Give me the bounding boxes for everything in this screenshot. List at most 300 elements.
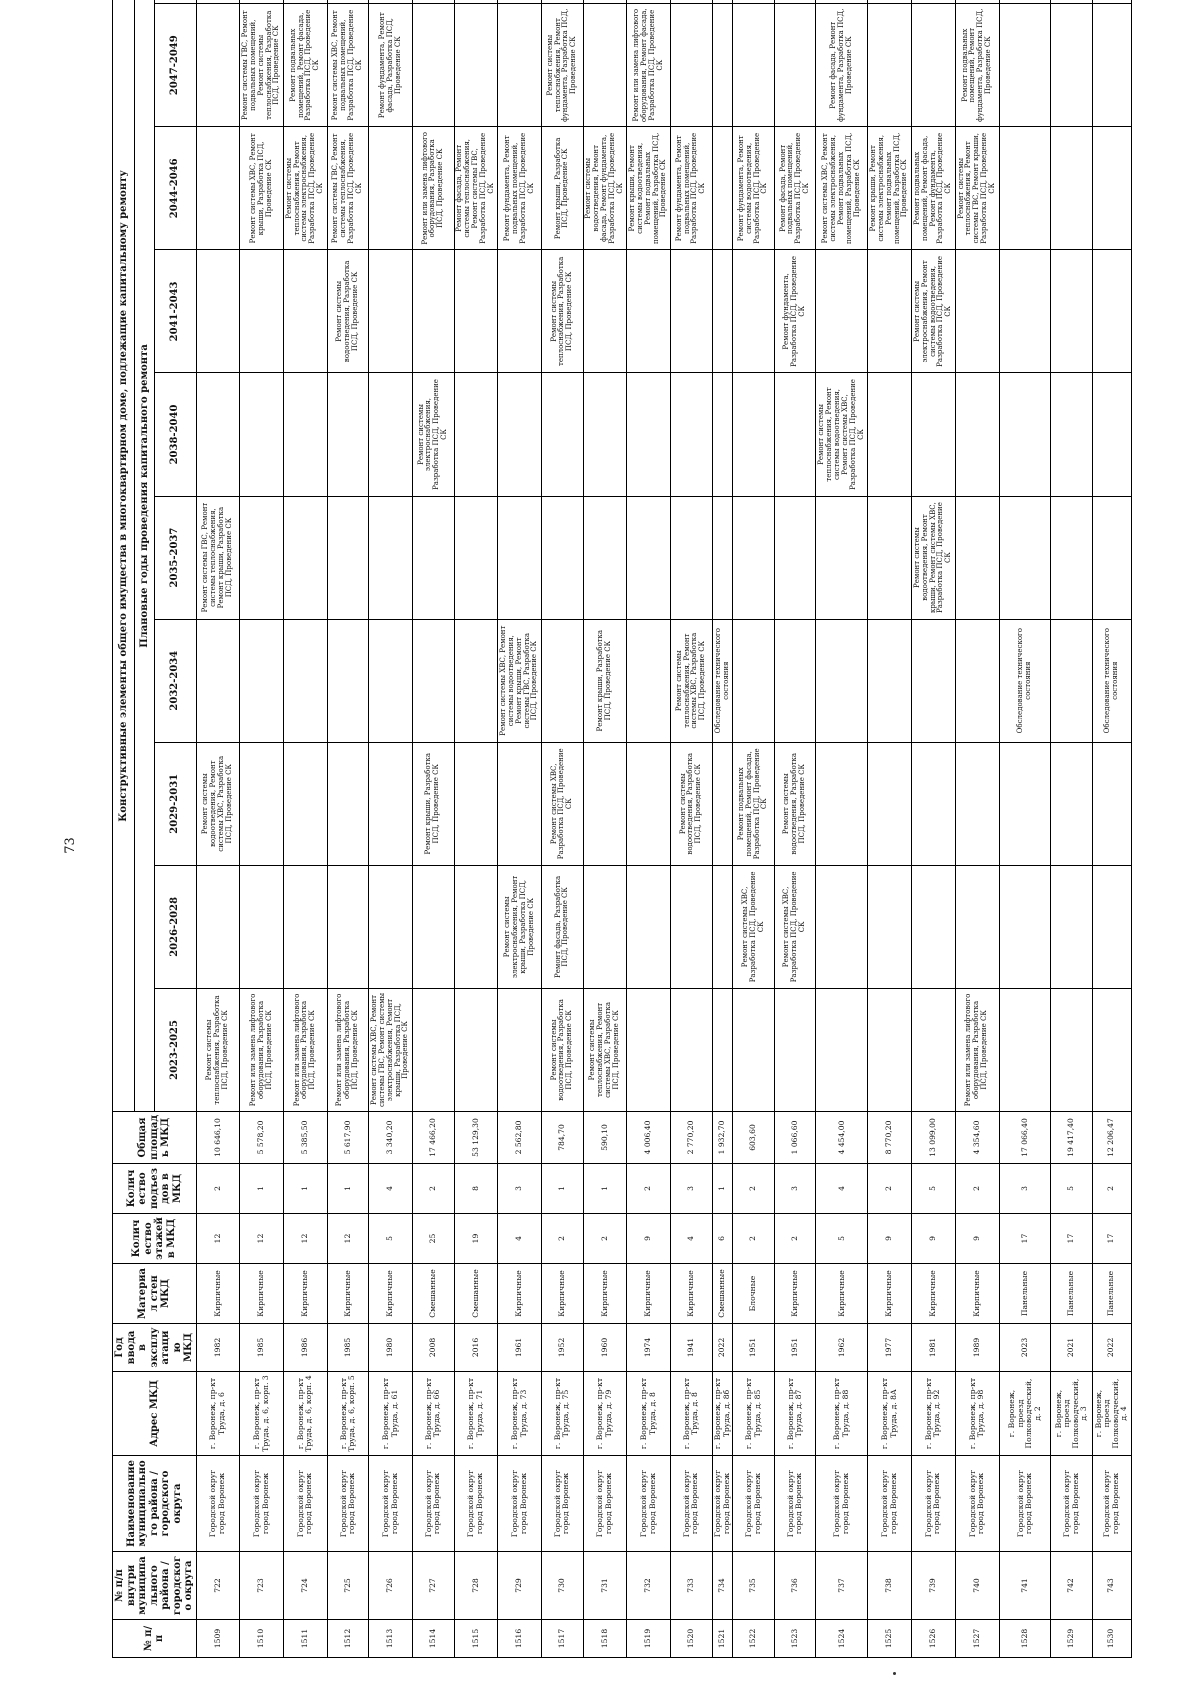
cell-planned-works: [196, 250, 240, 373]
cell-row-num: 1525: [868, 1620, 912, 1658]
cell-planned-works: [498, 988, 542, 1111]
cell-planned-works: Ремонт системы электроснабжения, Ремонт системы водоотведения, Разработка ПСД, Проведение СК: [912, 250, 956, 373]
table-row: [816, 0, 868, 1658]
cell-municipality: Городской округ город Воронеж: [868, 1456, 912, 1552]
cell-planned-works: [712, 373, 733, 496]
cell-planned-works: Ремонт системы водоотведения, Ремонт крыши, Ремонт системы ХВС, Разработка ПСД, Проведение СК: [912, 496, 956, 619]
header-internal-num: № п/п внутри муниципального района / городского округа: [113, 1552, 197, 1620]
header-year-built: Год ввода в эксплуатацию МКД: [113, 1324, 197, 1372]
cell-municipality: Городской округ город Воронеж: [912, 1456, 956, 1552]
cell-planned-works: Ремонт подвальных помещений, Ремонт фасада, Ремонт фундамента, Разработка ПСД, Проведение СК: [912, 127, 956, 250]
cell-row-num: 1529: [1051, 1620, 1093, 1658]
cell-internal-num: 724: [284, 1552, 328, 1620]
cell-planned-works: [196, 127, 240, 250]
table-row: [454, 0, 498, 1658]
cell-planned-works: Ремонт системы теплоснабжения, Ремонт системы ГВС, Ремонт крыши, Разработка ПСД, Проведение СК: [955, 127, 999, 250]
cell-planned-works: [284, 742, 328, 865]
cell-year-built: 2022: [712, 1324, 733, 1372]
cell-planned-works: [712, 742, 733, 865]
cell-entrances: 2: [868, 1164, 912, 1214]
table-row: [627, 0, 671, 1658]
cell-planned-works: [912, 988, 956, 1111]
header-floors: Количество этажей в МКД: [113, 1214, 197, 1264]
cell-area: 10 646,10: [196, 1112, 240, 1164]
cell-planned-works: [240, 250, 284, 373]
cell-planned-works: [369, 742, 413, 865]
cell-planned-works: [583, 0, 627, 4]
cell-floors: 12: [240, 1214, 284, 1264]
cell-planned-works: [999, 0, 1051, 4]
cell-planned-works: Ремонт системы ХВС, Ремонт системы водоотведения, Ремонт крыши, Ремонт системы ГВС, Разработка ПСД, Проведение СК: [498, 619, 542, 742]
cell-planned-works: [327, 373, 369, 496]
cell-planned-works: [454, 496, 498, 619]
table-row: [671, 0, 713, 1658]
cell-planned-works: Ремонт системы ГВС, Ремонт подвальных помещений, Ремонт системы теплоснабжения, Разработка ПСД, Проведение СК: [240, 4, 284, 127]
cell-planned-works: [733, 988, 775, 1111]
cell-area: 4 354,60: [955, 1112, 999, 1164]
cell-row-num: 1517: [542, 1620, 584, 1658]
cell-year-built: 2008: [413, 1324, 455, 1372]
cell-planned-works: Ремонт фасада, Разработка ПСД, Проведение СК: [542, 865, 584, 988]
cell-area: 3 340,20: [369, 1112, 413, 1164]
cell-planned-works: [284, 496, 328, 619]
cell-planned-works: [999, 865, 1051, 988]
cell-address: г. Воронеж, пр-кт Труда, д. 73: [498, 1372, 542, 1456]
cell-planned-works: Ремонт системы водоотведения, Разработка ПСД, Проведение СК: [774, 742, 816, 865]
cell-planned-works: [912, 0, 956, 4]
cell-planned-works: [1051, 127, 1093, 250]
header-municipality: Наименование муниципального района / городского округа: [113, 1456, 197, 1552]
cell-planned-works: [1051, 250, 1093, 373]
cell-planned-works: [327, 619, 369, 742]
cell-planned-works: [240, 619, 284, 742]
cell-year-built: 1941: [671, 1324, 713, 1372]
cell-address: г. Воронеж, пр-кт Труда, д. 8: [671, 1372, 713, 1456]
cell-entrances: 2: [413, 1164, 455, 1214]
cell-planned-works: [999, 742, 1051, 865]
cell-planned-works: Ремонт крыши, Ремонт системы водоотведения, Ремонт подвальных помещений, Разработка ПСД, Проведение СК: [627, 127, 671, 250]
cell-internal-num: 730: [542, 1552, 584, 1620]
cell-internal-num: 725: [327, 1552, 369, 1620]
cell-planned-works: [816, 250, 868, 373]
cell-planned-works: [816, 496, 868, 619]
cell-internal-num: 722: [196, 1552, 240, 1620]
cell-planned-works: Ремонт фундамента, Ремонт системы водоотведения, Разработка ПСД, Проведение СК: [733, 127, 775, 250]
cell-planned-works: [454, 988, 498, 1111]
cell-planned-works: [369, 496, 413, 619]
cell-area: 8 770,20: [868, 1112, 912, 1164]
rotated-table-content: [112, 8, 1129, 1658]
cell-municipality: Городской округ город Воронеж: [1092, 1456, 1131, 1552]
cell-planned-works: [774, 4, 816, 127]
cell-planned-works: [955, 742, 999, 865]
cell-municipality: Городской округ город Воронеж: [284, 1456, 328, 1552]
cell-planned-works: [369, 619, 413, 742]
cell-floors: 9: [955, 1214, 999, 1264]
cell-planned-works: [868, 250, 912, 373]
cell-area: 17 066,40: [999, 1112, 1051, 1164]
cell-municipality: Городской округ город Воронеж: [454, 1456, 498, 1552]
cell-municipality: Городской округ город Воронеж: [816, 1456, 868, 1552]
cell-planned-works: [583, 742, 627, 865]
cell-planned-works: [583, 250, 627, 373]
cell-planned-works: [1092, 865, 1131, 988]
cell-planned-works: [912, 865, 956, 988]
cell-entrances: 2: [733, 1164, 775, 1214]
cell-wall-material: Блочные: [733, 1264, 775, 1324]
cell-planned-works: [712, 250, 733, 373]
cell-row-num: 1518: [583, 1620, 627, 1658]
cell-planned-works: [733, 4, 775, 127]
cell-year-built: 2021: [1051, 1324, 1093, 1372]
cell-row-num: 1520: [671, 1620, 713, 1658]
cell-planned-works: [999, 496, 1051, 619]
cell-planned-works: [454, 4, 498, 127]
cell-planned-works: Ремонт системы ГВС, Ремонт системы теплоснабжения, Разработка ПСД, Проведение СК: [327, 127, 369, 250]
cell-address: г. Воронеж, пр-кт Труда, д. 85: [733, 1372, 775, 1456]
cell-year-built: 2022: [1092, 1324, 1131, 1372]
page-number: 73: [62, 837, 78, 854]
cell-planned-works: Ремонт фасада, Ремонт подвальных помещений, Разработка ПСД, Проведение СК: [774, 127, 816, 250]
cell-planned-works: [627, 988, 671, 1111]
cell-floors: 17: [999, 1214, 1051, 1264]
cell-planned-works: [1051, 742, 1093, 865]
cell-municipality: Городской округ город Воронеж: [583, 1456, 627, 1552]
cell-row-num: 1515: [454, 1620, 498, 1658]
cell-planned-works: Ремонт крыши, Разработка ПСД, Проведение СК: [413, 742, 455, 865]
cell-planned-works: Ремонт системы ГВС, Ремонт системы теплоснабжения, Ремонт крыши, Разработка ПСД, Проведение СК: [196, 496, 240, 619]
cell-planned-works: [1051, 619, 1093, 742]
cell-floors: 4: [498, 1214, 542, 1264]
cell-internal-num: 733: [671, 1552, 713, 1620]
cell-wall-material: Кирпичные: [955, 1264, 999, 1324]
cell-address: г. Воронеж, пр-кт Труда, д. 6, корп. 3: [240, 1372, 284, 1456]
table-row: [542, 0, 584, 1658]
cell-planned-works: Ремонт крыши, Ремонт системы электроснабжения, Ремонт подвальных помещений, Разработка ПСД, Проведение СК: [868, 127, 912, 250]
cell-planned-works: [1092, 250, 1131, 373]
cell-year-built: 1982: [196, 1324, 240, 1372]
cell-planned-works: [413, 250, 455, 373]
cell-internal-num: 729: [498, 1552, 542, 1620]
cell-planned-works: [284, 0, 328, 4]
header-period: 2047-2049: [154, 4, 196, 127]
cell-row-num: 1512: [327, 1620, 369, 1658]
cell-wall-material: Кирпичные: [196, 1264, 240, 1324]
cell-entrances: 1: [327, 1164, 369, 1214]
table-row: [284, 0, 328, 1658]
cell-area: 1 932,70: [712, 1112, 733, 1164]
cell-planned-works: [498, 742, 542, 865]
cell-planned-works: [196, 4, 240, 127]
cell-planned-works: [774, 619, 816, 742]
cell-area: 603,60: [733, 1112, 775, 1164]
cell-wall-material: Кирпичные: [498, 1264, 542, 1324]
cell-planned-works: [542, 496, 584, 619]
cell-wall-material: Кирпичные: [816, 1264, 868, 1324]
cell-planned-works: [284, 250, 328, 373]
cell-planned-works: [733, 0, 775, 4]
table-row: [498, 0, 542, 1658]
cell-municipality: Городской округ город Воронеж: [240, 1456, 284, 1552]
cell-planned-works: [999, 250, 1051, 373]
cell-planned-works: Ремонт системы водоотведения, Разработка ПСД, Проведение СК: [327, 250, 369, 373]
cell-wall-material: Смешанные: [712, 1264, 733, 1324]
cell-planned-works: [816, 742, 868, 865]
table-row: [868, 0, 912, 1658]
cell-floors: 5: [816, 1214, 868, 1264]
cell-planned-works: Ремонт крыши, Разработка ПСД, Проведение СК: [542, 127, 584, 250]
cell-planned-works: [1092, 742, 1131, 865]
cell-internal-num: 726: [369, 1552, 413, 1620]
cell-area: 12 206,47: [1092, 1112, 1131, 1164]
cell-wall-material: Кирпичные: [627, 1264, 671, 1324]
cell-entrances: 1: [284, 1164, 328, 1214]
cell-entrances: 2: [627, 1164, 671, 1214]
cell-address: г. Воронеж, пр-кт Труда, д. 66: [413, 1372, 455, 1456]
cell-planned-works: Ремонт системы водоотведения, Ремонт системы ХВС, Разработка ПСД, Проведение СК: [196, 742, 240, 865]
cell-planned-works: [240, 373, 284, 496]
cell-entrances: 3: [999, 1164, 1051, 1214]
header-period: 2026-2028: [154, 865, 196, 988]
cell-internal-num: 735: [733, 1552, 775, 1620]
cell-planned-works: Ремонт системы ХВС, Разработка ПСД, Проведение СК: [733, 865, 775, 988]
cell-planned-works: [369, 373, 413, 496]
cell-planned-works: [627, 373, 671, 496]
cell-year-built: 1981: [912, 1324, 956, 1372]
cell-internal-num: 727: [413, 1552, 455, 1620]
cell-planned-works: Ремонт системы ХВС, Ремонт системы ГВС, Ремонт системы электроснабжения, Ремонт крыши, Разработка ПСД, Проведение СК: [369, 988, 413, 1111]
cell-planned-works: Обследование технического состояния: [999, 619, 1051, 742]
cell-floors: 9: [912, 1214, 956, 1264]
cell-planned-works: [999, 373, 1051, 496]
cell-planned-works: [671, 250, 713, 373]
cell-municipality: Городской округ город Воронеж: [774, 1456, 816, 1552]
cell-planned-works: [733, 619, 775, 742]
cell-planned-works: [712, 865, 733, 988]
header-address: Адрес МКД: [113, 1372, 197, 1456]
cell-planned-works: Ремонт подвальных помещений, Ремонт фундамента, Разработка ПСД, Проведение СК: [955, 4, 999, 127]
cell-entrances: 4: [816, 1164, 868, 1214]
cell-planned-works: [284, 619, 328, 742]
cell-entrances: 2: [955, 1164, 999, 1214]
cell-year-built: 2023: [999, 1324, 1051, 1372]
cell-floors: 6: [712, 1214, 733, 1264]
cell-planned-works: Ремонт системы водоотведения, Разработка ПСД, Проведение СК: [542, 988, 584, 1111]
cell-planned-works: [413, 865, 455, 988]
cell-address: г. Воронеж, пр-кт Труда, д. 8б: [712, 1372, 733, 1456]
cell-entrances: 2: [196, 1164, 240, 1214]
cell-address: г. Воронеж, пр-кт Труда, д. 8А: [868, 1372, 912, 1456]
cell-row-num: 1524: [816, 1620, 868, 1658]
cell-planned-works: Ремонт фасада, Ремонт системы теплоснабжения, Ремонт системы ГВС, Разработка ПСД, Проведение СК: [454, 127, 498, 250]
header-period: 2032-2034: [154, 619, 196, 742]
cell-address: г. Воронеж, пр-кт Труда, д. 71: [454, 1372, 498, 1456]
cell-planned-works: Ремонт крыши, Разработка ПСД, Проведение СК: [583, 619, 627, 742]
cell-planned-works: [955, 373, 999, 496]
cell-row-num: 1513: [369, 1620, 413, 1658]
table-row: [196, 0, 240, 1658]
cell-year-built: 2016: [454, 1324, 498, 1372]
cell-planned-works: [912, 742, 956, 865]
cell-planned-works: [369, 865, 413, 988]
cell-address: г. Воронеж, пр-кт Труда, д. 75: [542, 1372, 584, 1456]
cell-planned-works: [369, 127, 413, 250]
cell-entrances: 1: [583, 1164, 627, 1214]
cell-address: г. Воронеж, пр-кт Труда, д. 6, корп. 4: [284, 1372, 328, 1456]
cell-entrances: 4: [369, 1164, 413, 1214]
cell-planned-works: [284, 865, 328, 988]
cell-area: 5 578,20: [240, 1112, 284, 1164]
cell-planned-works: [816, 619, 868, 742]
cell-planned-works: [498, 0, 542, 4]
cell-floors: 12: [327, 1214, 369, 1264]
cell-planned-works: Ремонт системы электроснабжения, Ремонт крыши, Разработка ПСД, Проведение СК: [498, 865, 542, 988]
table-row: [1051, 0, 1093, 1658]
cell-year-built: 1986: [284, 1324, 328, 1372]
cell-planned-works: [196, 865, 240, 988]
cell-wall-material: Панельные: [1092, 1264, 1131, 1324]
cell-internal-num: 739: [912, 1552, 956, 1620]
cell-municipality: Городской округ город Воронеж: [712, 1456, 733, 1552]
cell-planned-works: [327, 742, 369, 865]
cell-planned-works: [583, 865, 627, 988]
cell-planned-works: [868, 4, 912, 127]
cell-planned-works: Ремонт подвальных помещений, Ремонт фасада, Разработка ПСД, Проведение СК: [284, 4, 328, 127]
cell-municipality: Городской округ город Воронеж: [196, 1456, 240, 1552]
cell-area: 53 129,30: [454, 1112, 498, 1164]
table-head: [113, 0, 197, 1658]
cell-planned-works: Ремонт фундамента, Ремонт подвальных помещений, Разработка ПСД, Проведение СК: [498, 127, 542, 250]
cell-floors: 2: [583, 1214, 627, 1264]
cell-year-built: 1961: [498, 1324, 542, 1372]
cell-planned-works: [627, 742, 671, 865]
cell-planned-works: [868, 988, 912, 1111]
cell-planned-works: [498, 4, 542, 127]
table-row: [733, 0, 775, 1658]
cell-internal-num: 742: [1051, 1552, 1093, 1620]
cell-planned-works: [712, 4, 733, 127]
cell-entrances: 1: [712, 1164, 733, 1214]
cell-planned-works: [542, 373, 584, 496]
cell-planned-works: [912, 619, 956, 742]
cell-address: г. Воронеж, пр-кт Труда, д. 92: [912, 1372, 956, 1456]
cell-address: г. Воронеж, пр-кт Труда, д. 6, корп. 5: [327, 1372, 369, 1456]
cell-row-num: 1526: [912, 1620, 956, 1658]
cell-planned-works: [627, 0, 671, 4]
cell-municipality: Городской округ город Воронеж: [542, 1456, 584, 1552]
cell-planned-works: [327, 0, 369, 4]
cell-planned-works: [1051, 496, 1093, 619]
cell-planned-works: [774, 496, 816, 619]
cell-planned-works: Ремонт или замена лифтового оборудования, Разработка ПСД, Проведение СК: [284, 988, 328, 1111]
table-row: [240, 0, 284, 1658]
header-period: [154, 0, 196, 4]
cell-floors: 2: [733, 1214, 775, 1264]
cell-planned-works: [912, 4, 956, 127]
cell-municipality: Городской округ город Воронеж: [733, 1456, 775, 1552]
cell-planned-works: [868, 865, 912, 988]
cell-area: 4 454,00: [816, 1112, 868, 1164]
cell-planned-works: [868, 373, 912, 496]
cell-year-built: 1989: [955, 1324, 999, 1372]
scan-speck: [893, 1672, 896, 1675]
cell-internal-num: 741: [999, 1552, 1051, 1620]
cell-row-num: 1519: [627, 1620, 671, 1658]
cell-internal-num: 734: [712, 1552, 733, 1620]
cell-planned-works: [627, 865, 671, 988]
header-row-num: № п/п: [113, 1620, 197, 1658]
cell-planned-works: [413, 4, 455, 127]
cell-planned-works: [583, 373, 627, 496]
cell-municipality: Городской округ город Воронеж: [327, 1456, 369, 1552]
cell-planned-works: [542, 0, 584, 4]
cell-address: г. Воронеж, пр-кт Труда, д. 6: [196, 1372, 240, 1456]
cell-entrances: 1: [542, 1164, 584, 1214]
cell-planned-works: [1051, 373, 1093, 496]
cell-address: г. Воронеж, пр-кт Труда, д. 87: [774, 1372, 816, 1456]
table-row: [955, 0, 999, 1658]
cell-planned-works: [583, 496, 627, 619]
cell-planned-works: [816, 988, 868, 1111]
cell-planned-works: [868, 742, 912, 865]
cell-row-num: 1522: [733, 1620, 775, 1658]
cell-municipality: Городской округ город Воронеж: [1051, 1456, 1093, 1552]
cell-planned-works: [712, 496, 733, 619]
header-period: 2041-2043: [154, 250, 196, 373]
cell-area: 19 417,40: [1051, 1112, 1093, 1164]
rotated-table-frame: [112, 8, 1129, 1658]
cell-entrances: 8: [454, 1164, 498, 1214]
cell-internal-num: 732: [627, 1552, 671, 1620]
cell-planned-works: Ремонт фундамента, Ремонт подвальных помещений, Разработка ПСД, Проведение СК: [671, 127, 713, 250]
cell-planned-works: [196, 373, 240, 496]
cell-planned-works: [454, 619, 498, 742]
header-elements-group: Конструктивные элементы общего имущества в многоквартирном доме, подлежащие капитальному ремонту: [113, 0, 135, 1112]
cell-planned-works: [454, 865, 498, 988]
cell-wall-material: Панельные: [999, 1264, 1051, 1324]
cell-planned-works: [498, 496, 542, 619]
cell-address: г. Воронеж, пр-кт Труда, д. 98: [955, 1372, 999, 1456]
cell-row-num: 1527: [955, 1620, 999, 1658]
cell-wall-material: Смешанные: [413, 1264, 455, 1324]
cell-planned-works: [327, 496, 369, 619]
cell-planned-works: [196, 619, 240, 742]
cell-planned-works: Ремонт системы водоотведения, Разработка ПСД, Проведение СК: [671, 742, 713, 865]
table-row: [327, 0, 369, 1658]
cell-planned-works: [912, 373, 956, 496]
table-row: [912, 0, 956, 1658]
cell-planned-works: [712, 0, 733, 4]
cell-planned-works: Ремонт системы электроснабжения, Разработка ПСД, Проведение СК: [413, 373, 455, 496]
cell-internal-num: 737: [816, 1552, 868, 1620]
cell-wall-material: Кирпичные: [671, 1264, 713, 1324]
cell-wall-material: Кирпичные: [583, 1264, 627, 1324]
cell-planned-works: Ремонт системы теплоснабжения, Ремонт системы водоотведения, Ремонт системы ХВС, Разработка ПСД, Проведение СК: [816, 373, 868, 496]
cell-floors: 19: [454, 1214, 498, 1264]
cell-year-built: 1974: [627, 1324, 671, 1372]
cell-planned-works: [671, 865, 713, 988]
table-row: [774, 0, 816, 1658]
table-row: [583, 0, 627, 1658]
header-period: 2029-2031: [154, 742, 196, 865]
cell-planned-works: [583, 4, 627, 127]
table-row: [369, 0, 413, 1658]
cell-municipality: Городской округ город Воронеж: [999, 1456, 1051, 1552]
cell-floors: 25: [413, 1214, 455, 1264]
cell-floors: 9: [868, 1214, 912, 1264]
cell-planned-works: [542, 619, 584, 742]
cell-planned-works: [712, 127, 733, 250]
